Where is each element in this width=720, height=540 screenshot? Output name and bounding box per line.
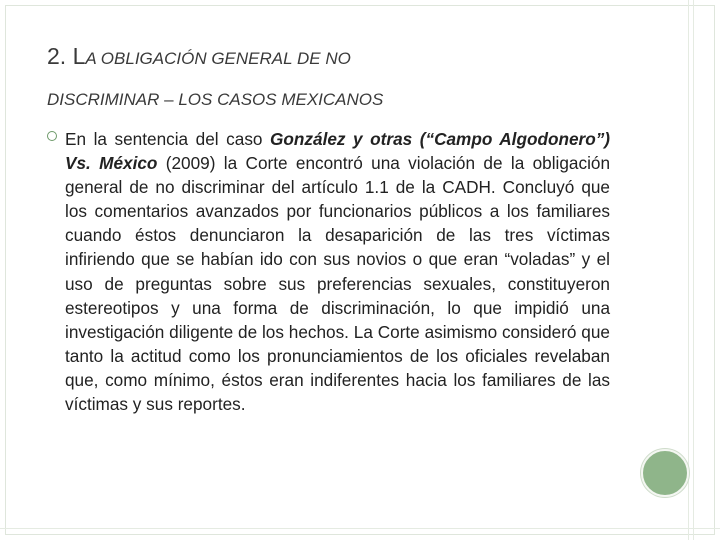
- hollow-circle-bullet-icon: [47, 131, 57, 141]
- frame-divider-horizontal: [0, 528, 720, 529]
- bullet-paragraph: [65, 127, 610, 416]
- paragraph-intro: En la sentencia del caso: [65, 129, 271, 149]
- title-line-2: [47, 83, 647, 117]
- case-name: González y otras (“Campo Algodonero”) Vs. México: [65, 129, 611, 174]
- title-line-1-text: A OBLIGACIÓN GENERAL DE NO: [85, 49, 351, 68]
- title-lead-letter: L: [72, 43, 86, 69]
- green-circle-icon: [641, 449, 689, 497]
- title-dash: –: [164, 90, 174, 109]
- title-number: 2.: [47, 43, 67, 69]
- frame-divider-vertical-2: [693, 0, 694, 540]
- title-line-2-text: DISCRIMINAR: [47, 90, 160, 109]
- frame-divider-vertical: [688, 0, 689, 540]
- title-line-1: [47, 36, 647, 79]
- slide-title: [47, 36, 647, 117]
- paragraph-rest: (2009) la Corte encontró una violación de la obligación general de no discriminar del artículo 1.1 de la CADH. Concluyó que los comentarios avanzados por funcionarios públicos a los familiares cuando éstos denunciaron la desaparición de las tres víctimas infiriendo que se habían ido con sus novios o que eran “voladas” y el uso de preguntas sobre sus preferencias sexuales, constituyeron estereotipos y una forma de discriminación, lo que impidió una investigación diligente de los hechos. La Corte asimismo consideró que tanto la actitud como los pronunciamientos de los oficiales revelaban que, como mínimo, éstos eran indiferentes hacia los familiares de las víctimas y sus reportes.: [65, 153, 611, 415]
- title-line-2-rest: LOS CASOS MEXICANOS: [178, 90, 384, 109]
